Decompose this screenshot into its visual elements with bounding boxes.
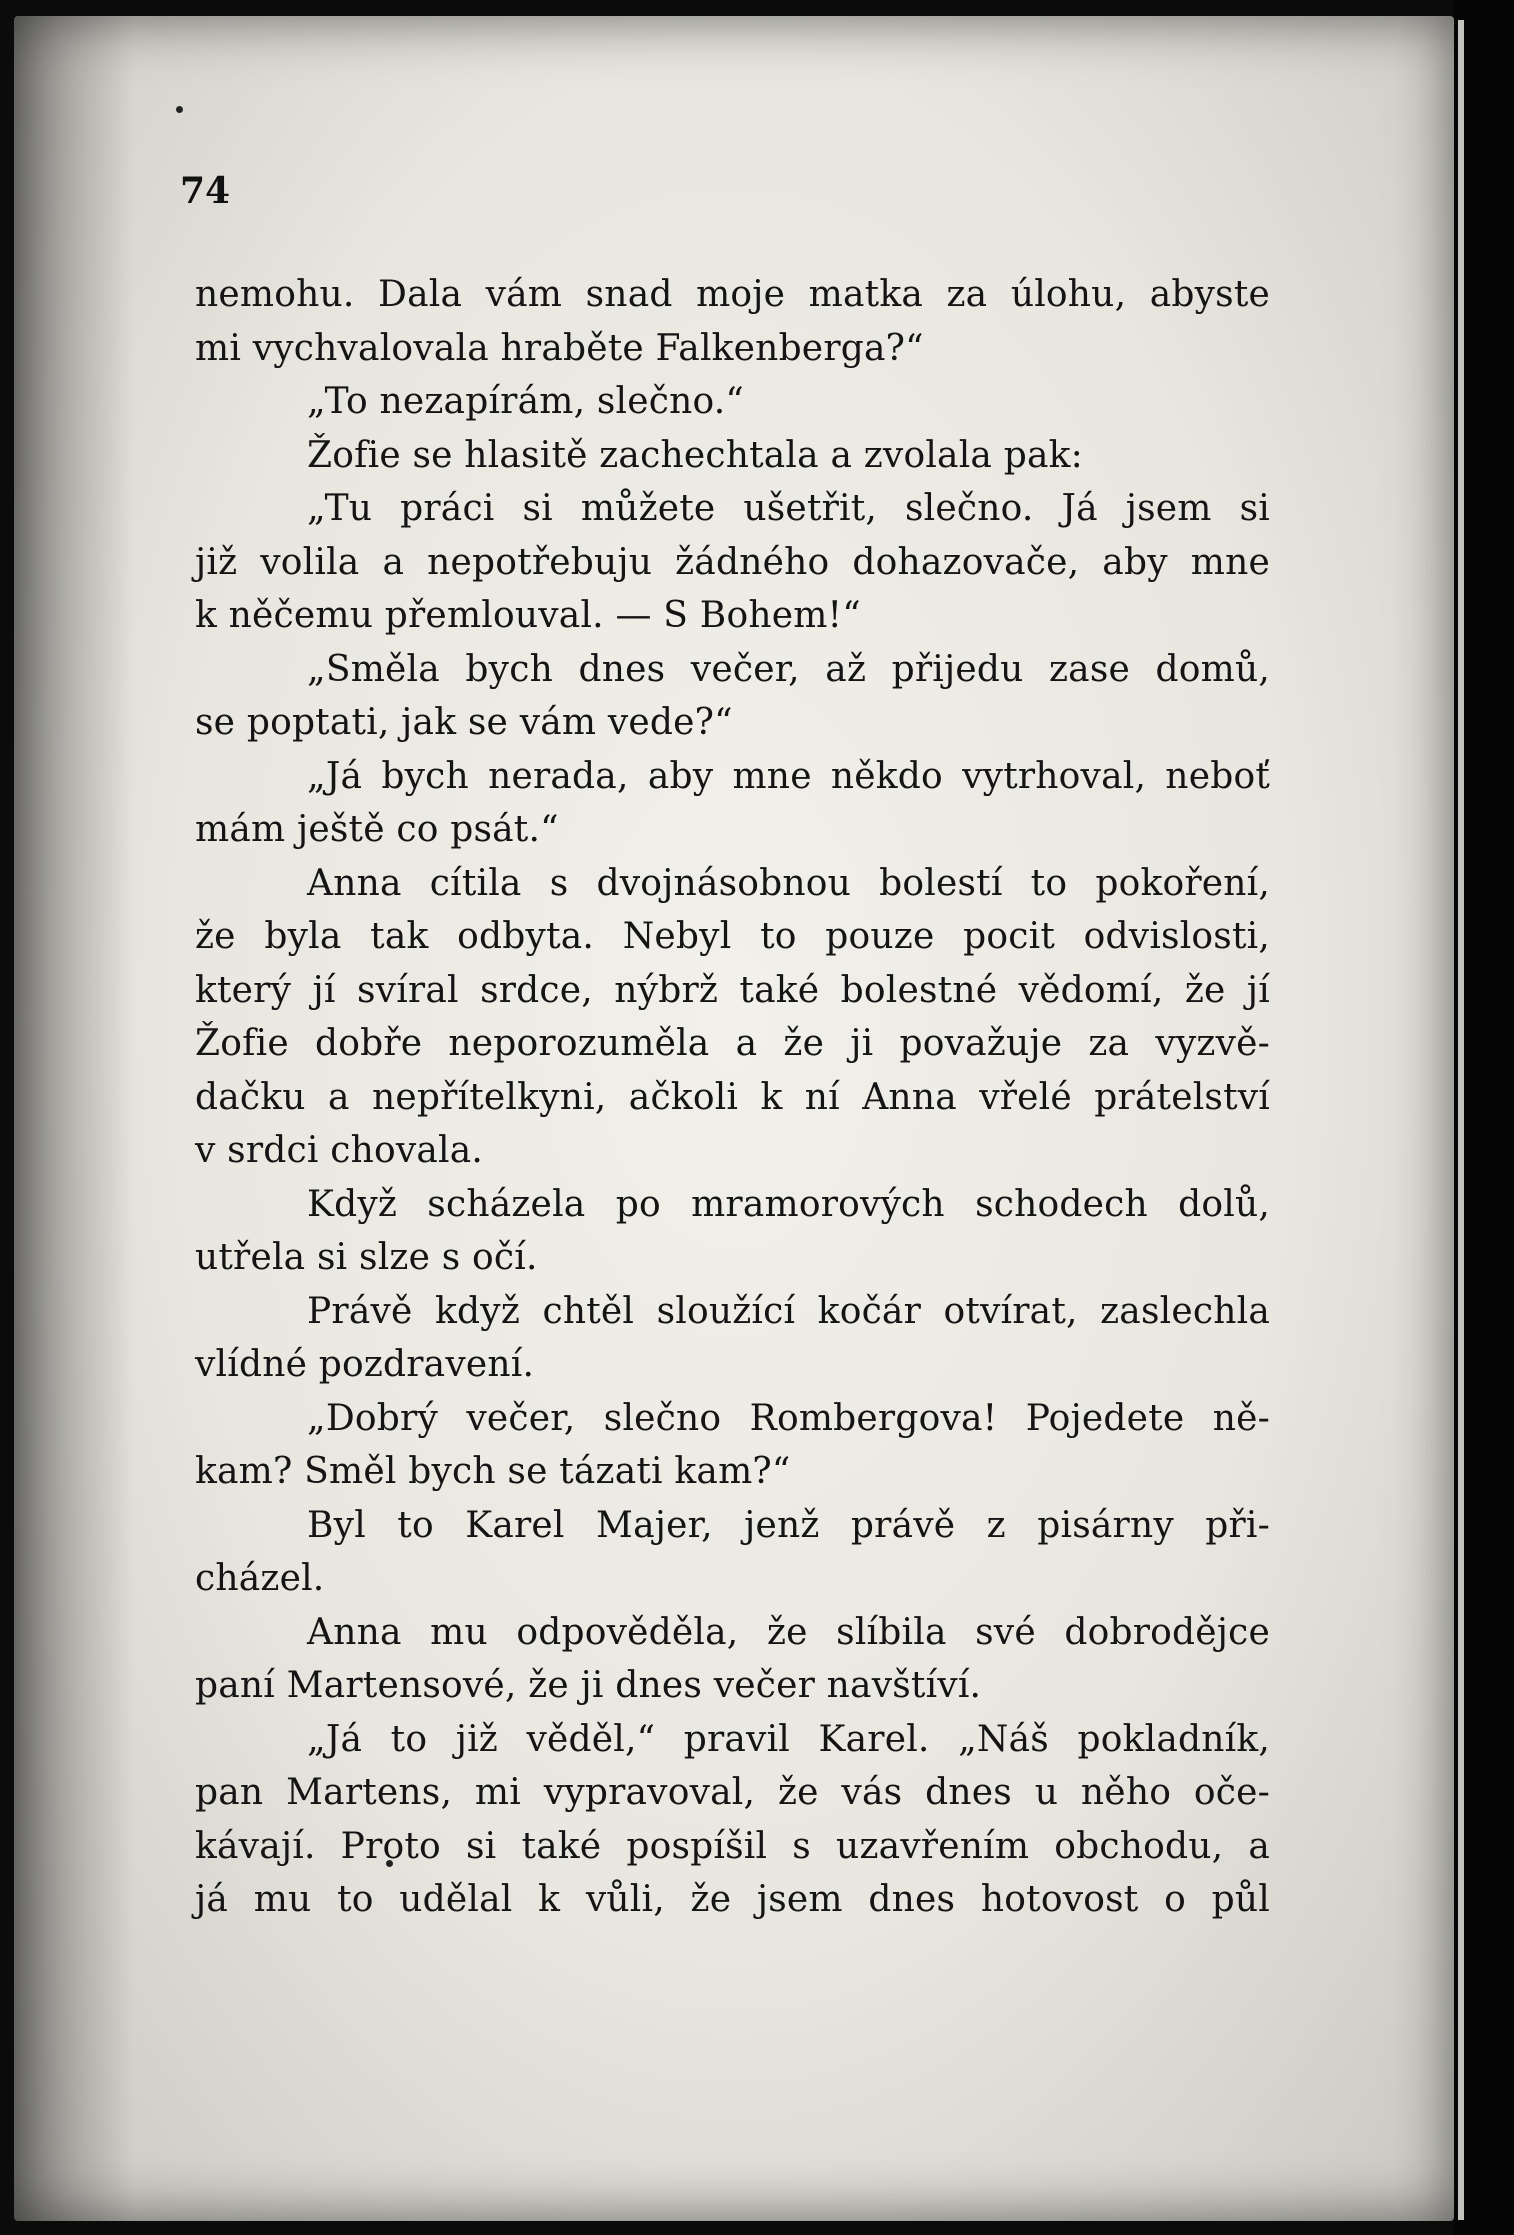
text-line: Byl to Karel Majer, jenž právě z pisárny při- <box>307 1504 1270 1546</box>
text-line: utřela si slze s očí. <box>195 1237 538 1278</box>
text-line: „Já to již věděl,“ pravil Karel. „Náš pokladník, <box>307 1718 1270 1760</box>
text-line: Anna cítila s dvojnásobnou bolestí to pokoření, <box>307 862 1270 904</box>
page-edge <box>1458 20 1464 2220</box>
text-line: k něčemu přemlouval. — S Bohem!“ <box>195 595 861 636</box>
text-line: Anna mu odpověděla, že slíbila své dobrodějce <box>307 1611 1270 1653</box>
text-line: já mu to udělal k vůli, že jsem dnes hotovost o půl <box>195 1879 1270 1920</box>
text-line: se poptati, jak se vám vede?“ <box>195 702 733 743</box>
text-line: „To nezapírám, slečno.“ <box>307 381 745 422</box>
text-line: mám ještě co psát.“ <box>195 809 559 850</box>
text-line: kávají. Proto si také pospíšil s uzavřením obchodu, a <box>195 1825 1270 1867</box>
text-line: cházel. <box>195 1558 325 1599</box>
text-line: Žofie se hlasitě zachechtala a zvolala pak: <box>307 434 1083 476</box>
text-line: nemohu. Dala vám snad moje matka za úlohu, abyste <box>195 274 1270 315</box>
page-number: 74 <box>180 170 231 212</box>
text-line: Žofie dobře neporozuměla a že ji považuje za vyzvě- <box>195 1023 1270 1064</box>
text-line: že byla tak odbyta. Nebyl to pouze pocit odvislosti, <box>195 916 1270 957</box>
text-line: mi vychvalovala hraběte Falkenberga?“ <box>195 327 924 369</box>
text-line: již volila a nepotřebuju žádného dohazovače, aby mne <box>195 541 1270 583</box>
text-line: vlídné pozdravení. <box>195 1344 535 1385</box>
text-line: kam? Směl bych se tázati kam?“ <box>195 1451 791 1492</box>
body-text <box>195 268 1270 1927</box>
text-line: „Tu práci si můžete ušetřit, slečno. Já jsem si <box>307 488 1270 529</box>
text-line: pan Martens, mi vypravoval, že vás dnes u něho oče- <box>195 1772 1270 1813</box>
text-line: „Dobrý večer, slečno Rombergova! Pojedete ně- <box>307 1397 1270 1439</box>
text-line: který jí svíral srdce, nýbrž také bolestné vědomí, že jí <box>195 969 1270 1011</box>
text-line: „Směla bych dnes večer, až přijedu zase domů, <box>307 648 1270 690</box>
text-line: dačku a nepřítelkyni, ačkoli k ní Anna vřelé prátelství <box>195 1076 1270 1118</box>
ink-speck <box>176 106 183 113</box>
text-line: „Já bych nerada, aby mne někdo vytrhoval, neboť <box>307 755 1270 797</box>
text-line: Právě když chtěl sloužící kočár otvírat, zaslechla <box>307 1290 1270 1332</box>
text-line: v srdci chovala. <box>195 1130 484 1171</box>
text-line: Když scházela po mramorových schodech dolů, <box>307 1183 1270 1225</box>
text-line: paní Martensové, že ji dnes večer navštíví. <box>195 1665 982 1706</box>
